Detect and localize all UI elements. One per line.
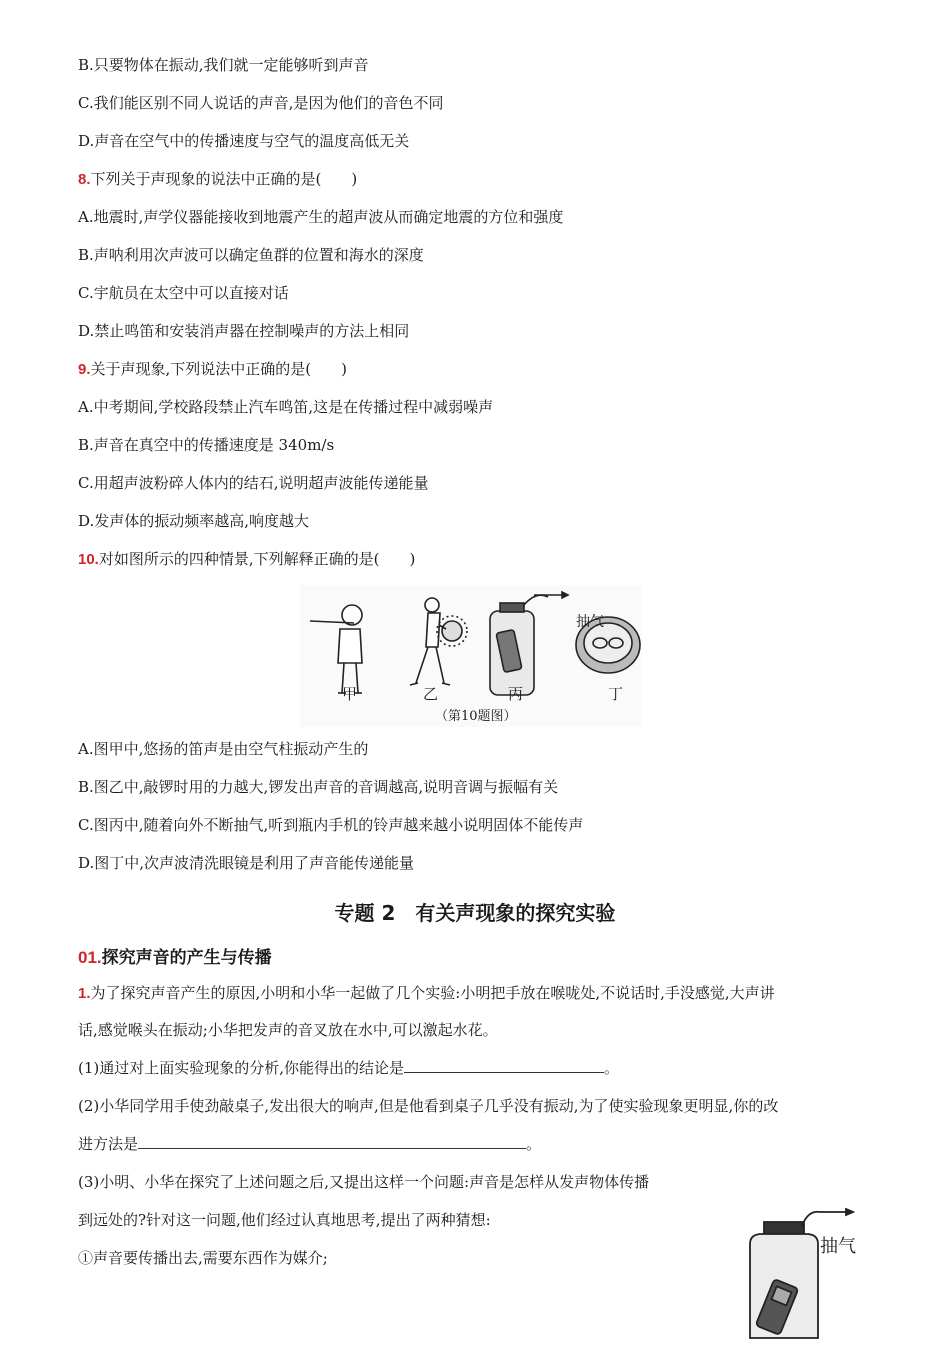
q9-option-b: B.声音在真空中的传播速度是 340m/s [78,436,335,454]
question-text: 下列关于声现象的说法中正确的是( ) [90,170,358,188]
question-number: 1. [78,985,91,1002]
q8-option-b: B.声呐利用次声波可以确定鱼群的位置和海水的深度 [78,246,424,264]
question-text: 为了探究声音产生的原因,小明和小华一起做了几个实验:小明把手放在喉咙处,不说话时,手没感觉,大声讲 [90,984,775,1002]
jar-pump-label: 抽气 [820,1236,856,1257]
q9-option-d: D.发声体的振动频率越高,响度越大 [78,512,310,530]
section-heading [78,943,272,968]
question-8 [78,169,357,190]
q9-option-a: A.中考期间,学校路段禁止汽车鸣笛,这是在传播过程中减弱噪声 [78,398,494,416]
figure-caption: （第10题图） [435,709,517,724]
q9-option-c: C.用超声波粉碎人体内的结石,说明超声波能传递能量 [78,474,429,492]
answer-blank-1[interactable] [404,1058,604,1073]
question-1 [78,983,775,1004]
q1-part-3-line2: 到远处的?针对这一问题,他们经过认真地思考,提出了两种猜想: [78,1211,491,1229]
part-2-text: 进方法是 [78,1135,139,1153]
part-1-end: 。 [604,1059,620,1077]
jar-phone-drawing [490,592,568,695]
q1-part-3-line1: (3)小明、小华在探究了上述问题之后,又提出这样一个问题:声音是怎样从发声物体传播 [78,1173,650,1191]
q8-option-a: A.地震时,声学仪器能接收到地震产生的超声波从而确定地震的方位和强度 [78,208,564,226]
q10-option-a: A.图甲中,悠扬的笛声是由空气柱振动产生的 [78,740,369,758]
q7-option-b: B.只要物体在振动,我们就一定能够听到声音 [78,56,369,74]
jar-drawing [742,1208,872,1344]
jar-illustration [742,1208,872,1344]
figure-label-bing: 丙 [508,685,524,703]
section-text: 探究声音的产生与传播 [101,948,272,968]
question-10-figure [300,585,642,727]
figure-label-jia: 甲 [342,685,358,703]
question-text: 对如图所示的四种情景,下列解释正确的是( ) [98,550,416,568]
q7-option-c: C.我们能区别不同人说话的声音,是因为他们的音色不同 [78,94,444,112]
q10-option-d: D.图丁中,次声波清洗眼镜是利用了声音能传递能量 [78,854,415,872]
figure-label-yi: 乙 [423,685,439,703]
part-2-end: 。 [526,1135,542,1153]
gong-player-drawing [410,598,467,685]
q1-guess-1: ①声音要传播出去,需要东西作为媒介; [78,1249,328,1267]
q1-part-2-line2 [78,1134,541,1154]
q7-option-d: D.声音在空气中的传播速度与空气的温度高低无关 [78,132,410,150]
part-1-text: (1)通过对上面实验现象的分析,你能得出的结论是 [78,1059,405,1077]
q1-part-1 [78,1058,619,1078]
q1-part-2-line1: (2)小华同学用手使劲敲桌子,发出很大的响声,但是他看到桌子几乎没有振动,为了使实验现象更明显,你的改 [78,1097,779,1115]
question-9 [78,359,347,380]
answer-blank-2[interactable] [138,1134,526,1149]
question-number: 9. [78,361,91,378]
flute-player-drawing [310,605,362,693]
question-10 [78,549,415,570]
q8-option-c: C.宇航员在太空中可以直接对话 [78,284,289,302]
question-number: 8. [78,171,91,188]
q8-option-d: D.禁止鸣笛和安装消声器在控制噪声的方法上相同 [78,322,410,340]
question-text: 关于声现象,下列说法中正确的是( ) [90,360,347,378]
topic-title: 专题 2 有关声现象的探究实验 [334,901,616,925]
question-number: 10. [78,551,99,568]
figure-label-ding: 丁 [608,685,624,703]
section-number: 01. [78,948,102,967]
q10-option-b: B.图乙中,敲锣时用的力越大,锣发出声音的音调越高,说明音调与振幅有关 [78,778,559,796]
q1-text-line2: 话,感觉喉头在振动;小华把发声的音叉放在水中,可以激起水花。 [78,1021,498,1039]
pump-label: 抽气 [576,614,604,630]
q10-option-c: C.图丙中,随着向外不断抽气,听到瓶内手机的铃声越来越小说明固体不能传声 [78,816,584,834]
